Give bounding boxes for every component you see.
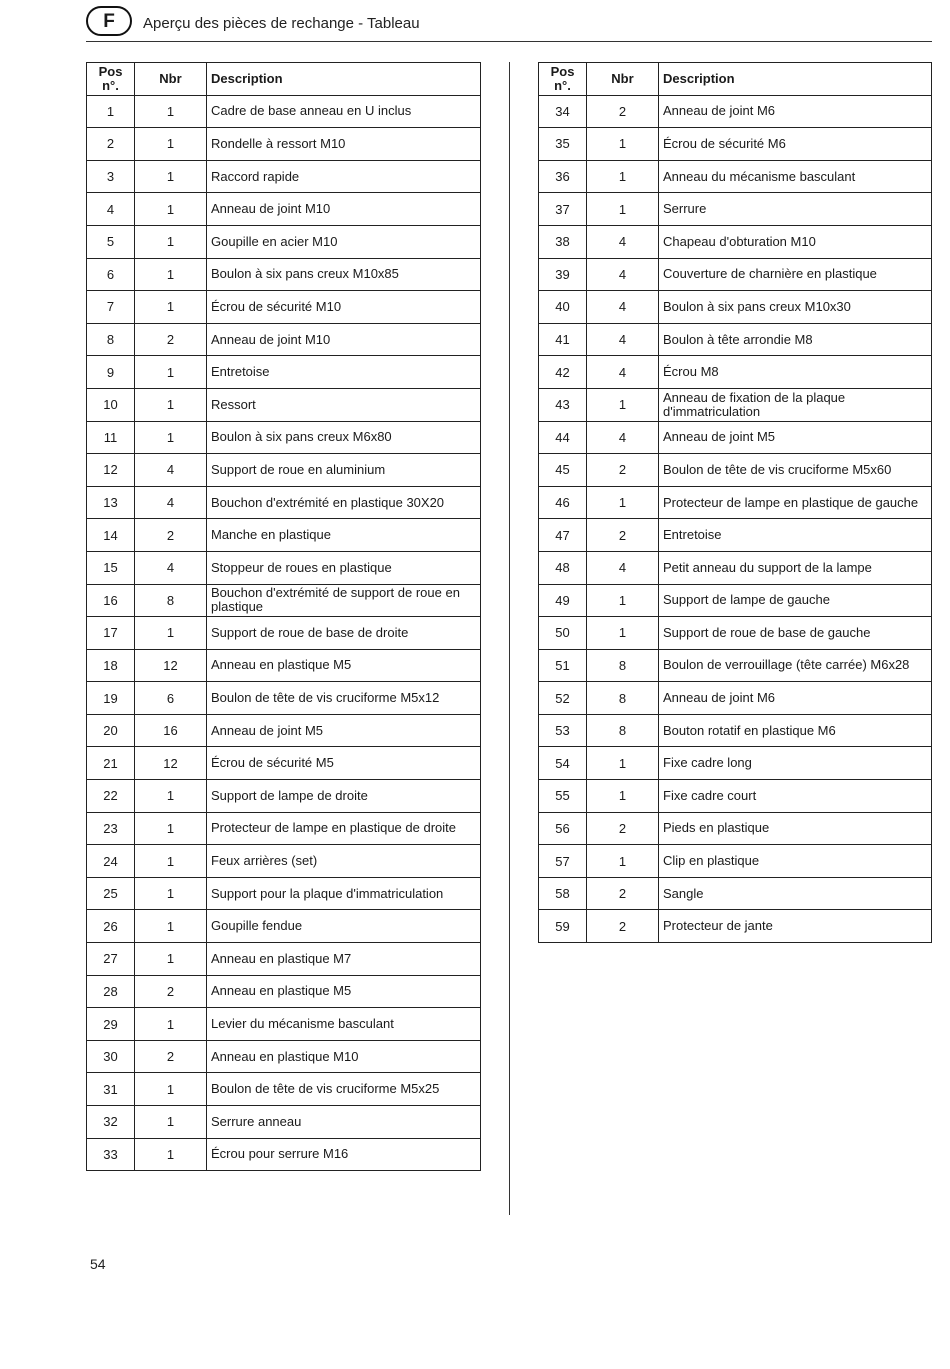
pos-cell: 51: [539, 649, 587, 682]
nbr-cell: 2: [587, 95, 659, 128]
description-cell: Anneau en plastique M10: [207, 1040, 481, 1073]
table-row: [539, 584, 932, 617]
table-row: [539, 486, 932, 519]
table-row: [87, 812, 481, 845]
description-cell: Feux arrières (set): [207, 845, 481, 878]
page-header: [86, 6, 932, 42]
nbr-cell: 4: [587, 356, 659, 389]
pos-cell: 4: [87, 193, 135, 226]
nbr-cell: 1: [135, 388, 207, 421]
header-divider: [86, 41, 932, 42]
pos-cell: 10: [87, 388, 135, 421]
nbr-cell: 1: [135, 193, 207, 226]
description-cell: Sangle: [659, 877, 932, 910]
description-cell: Serrure anneau: [207, 1106, 481, 1139]
description-cell: Boulon de verrouillage (tête carrée) M6x28: [659, 649, 932, 682]
description-cell: Cadre de base anneau en U inclus: [207, 95, 481, 128]
table-row: [539, 551, 932, 584]
pos-cell: 19: [87, 682, 135, 715]
description-cell: Anneau de joint M10: [207, 323, 481, 356]
table-row: [87, 1106, 481, 1139]
nbr-cell: 8: [587, 682, 659, 715]
pos-cell: 23: [87, 812, 135, 845]
description-cell: Clip en plastique: [659, 845, 932, 878]
nbr-cell: 1: [135, 812, 207, 845]
table-row: [539, 519, 932, 552]
nbr-cell: 1: [587, 845, 659, 878]
nbr-cell: 1: [135, 943, 207, 976]
table-row: [87, 877, 481, 910]
table-row: [87, 421, 481, 454]
table-row: [539, 225, 932, 258]
nbr-cell: 1: [587, 160, 659, 193]
description-cell: Rondelle à ressort M10: [207, 128, 481, 161]
table-row: [539, 682, 932, 715]
page-title: Aperçu des pièces de rechange - Tableau: [143, 15, 420, 32]
description-cell: Anneau de joint M5: [207, 714, 481, 747]
description-cell: Fixe cadre long: [659, 747, 932, 780]
description-cell: Anneau de joint M6: [659, 95, 932, 128]
table-row: [87, 95, 481, 128]
table-row: [87, 584, 481, 617]
nbr-cell: 1: [587, 780, 659, 813]
description-cell: Protecteur de lampe en plastique de droite: [207, 812, 481, 845]
description-cell: Anneau en plastique M7: [207, 943, 481, 976]
table-row: [87, 617, 481, 650]
table-row: [87, 551, 481, 584]
pos-cell: 21: [87, 747, 135, 780]
description-cell: Boulon à six pans creux M6x80: [207, 421, 481, 454]
nbr-cell: 1: [135, 780, 207, 813]
nbr-cell: 1: [135, 1138, 207, 1171]
nbr-cell: 1: [135, 128, 207, 161]
pos-cell: 43: [539, 388, 587, 421]
table-row: [87, 128, 481, 161]
description-cell: Couverture de charnière en plastique: [659, 258, 932, 291]
pos-cell: 3: [87, 160, 135, 193]
description-cell: Boulon à tête arrondie M8: [659, 323, 932, 356]
description-cell: Ressort: [207, 388, 481, 421]
description-cell: Chapeau d'obturation M10: [659, 225, 932, 258]
table-header-row: [87, 63, 481, 96]
table-row: [87, 258, 481, 291]
nbr-cell: 6: [135, 682, 207, 715]
nbr-cell: 1: [135, 1073, 207, 1106]
description-cell: Anneau de joint M10: [207, 193, 481, 226]
header-pos: Pos n°.: [87, 63, 135, 96]
description-cell: Boulon de tête de vis cruciforme M5x60: [659, 454, 932, 487]
nbr-cell: 16: [135, 714, 207, 747]
table-row: [87, 291, 481, 324]
nbr-cell: 1: [587, 617, 659, 650]
table-row: [87, 1008, 481, 1041]
description-cell: Support de roue de base de droite: [207, 617, 481, 650]
nbr-cell: 1: [135, 421, 207, 454]
description-cell: Écrou pour serrure M16: [207, 1138, 481, 1171]
table-row: [87, 975, 481, 1008]
description-cell: Bouchon d'extrémité de support de roue en plastique: [207, 584, 481, 617]
nbr-cell: 4: [587, 225, 659, 258]
pos-cell: 26: [87, 910, 135, 943]
table-row: [87, 845, 481, 878]
pos-cell: 1: [87, 95, 135, 128]
pos-cell: 52: [539, 682, 587, 715]
nbr-cell: 1: [135, 291, 207, 324]
pos-cell: 57: [539, 845, 587, 878]
table-row: [539, 356, 932, 389]
pos-cell: 9: [87, 356, 135, 389]
table-row: [539, 95, 932, 128]
pos-cell: 25: [87, 877, 135, 910]
nbr-cell: 1: [587, 388, 659, 421]
table-row: [87, 454, 481, 487]
description-cell: Bouton rotatif en plastique M6: [659, 714, 932, 747]
pos-cell: 48: [539, 551, 587, 584]
table-row: [539, 388, 932, 421]
table-row: [539, 454, 932, 487]
parts-table-left-body: [87, 95, 481, 1171]
pos-cell: 20: [87, 714, 135, 747]
nbr-cell: 4: [587, 551, 659, 584]
table-row: [539, 291, 932, 324]
table-row: [87, 486, 481, 519]
nbr-cell: 1: [135, 1106, 207, 1139]
table-row: [539, 160, 932, 193]
nbr-cell: 1: [135, 356, 207, 389]
pos-cell: 33: [87, 1138, 135, 1171]
table-row: [539, 128, 932, 161]
description-cell: Raccord rapide: [207, 160, 481, 193]
pos-cell: 56: [539, 812, 587, 845]
table-row: [539, 258, 932, 291]
pos-cell: 30: [87, 1040, 135, 1073]
description-cell: Stoppeur de roues en plastique: [207, 551, 481, 584]
nbr-cell: 2: [587, 454, 659, 487]
nbr-cell: 1: [135, 225, 207, 258]
table-row: [87, 160, 481, 193]
table-row: [539, 193, 932, 226]
pos-cell: 15: [87, 551, 135, 584]
table-row: [539, 747, 932, 780]
pos-cell: 8: [87, 323, 135, 356]
pos-cell: 12: [87, 454, 135, 487]
pos-cell: 58: [539, 877, 587, 910]
nbr-cell: 2: [587, 519, 659, 552]
description-cell: Petit anneau du support de la lampe: [659, 551, 932, 584]
description-cell: Support de roue de base de gauche: [659, 617, 932, 650]
pos-cell: 47: [539, 519, 587, 552]
nbr-cell: 4: [135, 454, 207, 487]
table-row: [87, 780, 481, 813]
page-number: 54: [90, 1256, 106, 1272]
description-cell: Levier du mécanisme basculant: [207, 1008, 481, 1041]
nbr-cell: 12: [135, 649, 207, 682]
table-row: [539, 780, 932, 813]
nbr-cell: 12: [135, 747, 207, 780]
table-row: [539, 714, 932, 747]
table-row: [87, 519, 481, 552]
pos-cell: 44: [539, 421, 587, 454]
description-cell: Boulon de tête de vis cruciforme M5x25: [207, 1073, 481, 1106]
nbr-cell: 2: [587, 910, 659, 943]
table-row: [87, 388, 481, 421]
nbr-cell: 4: [587, 323, 659, 356]
pos-cell: 39: [539, 258, 587, 291]
table-row: [87, 1073, 481, 1106]
table-row: [87, 649, 481, 682]
description-cell: Boulon de tête de vis cruciforme M5x12: [207, 682, 481, 715]
pos-cell: 41: [539, 323, 587, 356]
nbr-cell: 8: [587, 714, 659, 747]
description-cell: Support de lampe de gauche: [659, 584, 932, 617]
description-cell: Support de roue en aluminium: [207, 454, 481, 487]
pos-cell: 6: [87, 258, 135, 291]
pos-cell: 45: [539, 454, 587, 487]
pos-cell: 50: [539, 617, 587, 650]
description-cell: Goupille en acier M10: [207, 225, 481, 258]
pos-cell: 55: [539, 780, 587, 813]
nbr-cell: 1: [587, 747, 659, 780]
pos-cell: 49: [539, 584, 587, 617]
pos-cell: 54: [539, 747, 587, 780]
description-cell: Manche en plastique: [207, 519, 481, 552]
description-cell: Anneau en plastique M5: [207, 649, 481, 682]
pos-cell: 22: [87, 780, 135, 813]
table-row: [87, 1040, 481, 1073]
table-row: [539, 910, 932, 943]
description-cell: Boulon à six pans creux M10x85: [207, 258, 481, 291]
nbr-cell: 1: [587, 584, 659, 617]
table-row: [539, 812, 932, 845]
pos-cell: 29: [87, 1008, 135, 1041]
language-badge: F: [86, 6, 132, 36]
description-cell: Anneau en plastique M5: [207, 975, 481, 1008]
nbr-cell: 1: [587, 193, 659, 226]
header-description: Description: [207, 63, 481, 96]
description-cell: Serrure: [659, 193, 932, 226]
nbr-cell: 4: [587, 291, 659, 324]
pos-cell: 5: [87, 225, 135, 258]
nbr-cell: 4: [587, 421, 659, 454]
table-row: [539, 617, 932, 650]
nbr-cell: 1: [135, 877, 207, 910]
table-row: [87, 714, 481, 747]
description-cell: Anneau de joint M6: [659, 682, 932, 715]
description-cell: Support de lampe de droite: [207, 780, 481, 813]
description-cell: Écrou de sécurité M10: [207, 291, 481, 324]
nbr-cell: 4: [587, 258, 659, 291]
description-cell: Écrou M8: [659, 356, 932, 389]
table-row: [87, 356, 481, 389]
table-row: [87, 225, 481, 258]
parts-table-right: [538, 62, 932, 943]
pos-cell: 53: [539, 714, 587, 747]
header-nbr: Nbr: [135, 63, 207, 96]
pos-cell: 38: [539, 225, 587, 258]
header-description: Description: [659, 63, 932, 96]
nbr-cell: 2: [135, 519, 207, 552]
nbr-cell: 2: [135, 1040, 207, 1073]
nbr-cell: 2: [135, 323, 207, 356]
nbr-cell: 4: [135, 486, 207, 519]
table-row: [87, 323, 481, 356]
pos-cell: 34: [539, 95, 587, 128]
pos-cell: 32: [87, 1106, 135, 1139]
pos-cell: 42: [539, 356, 587, 389]
pos-cell: 17: [87, 617, 135, 650]
nbr-cell: 1: [587, 128, 659, 161]
nbr-cell: 1: [135, 95, 207, 128]
nbr-cell: 1: [587, 486, 659, 519]
table-row: [539, 845, 932, 878]
description-cell: Boulon à six pans creux M10x30: [659, 291, 932, 324]
table-row: [539, 323, 932, 356]
description-cell: Entretoise: [659, 519, 932, 552]
nbr-cell: 8: [135, 584, 207, 617]
nbr-cell: 4: [135, 551, 207, 584]
pos-cell: 46: [539, 486, 587, 519]
nbr-cell: 2: [587, 812, 659, 845]
nbr-cell: 2: [135, 975, 207, 1008]
column-divider: [509, 62, 510, 1215]
pos-cell: 59: [539, 910, 587, 943]
table-row: [539, 649, 932, 682]
description-cell: Protecteur de jante: [659, 910, 932, 943]
description-cell: Anneau du mécanisme basculant: [659, 160, 932, 193]
description-cell: Écrou de sécurité M5: [207, 747, 481, 780]
table-row: [539, 877, 932, 910]
description-cell: Anneau de joint M5: [659, 421, 932, 454]
pos-cell: 24: [87, 845, 135, 878]
nbr-cell: 1: [135, 617, 207, 650]
pos-cell: 18: [87, 649, 135, 682]
nbr-cell: 1: [135, 258, 207, 291]
table-row: [87, 682, 481, 715]
description-cell: Écrou de sécurité M6: [659, 128, 932, 161]
description-cell: Fixe cadre court: [659, 780, 932, 813]
pos-cell: 16: [87, 584, 135, 617]
table-row: [87, 943, 481, 976]
pos-cell: 40: [539, 291, 587, 324]
description-cell: Pieds en plastique: [659, 812, 932, 845]
nbr-cell: 1: [135, 910, 207, 943]
parts-table-right-body: [539, 95, 932, 942]
pos-cell: 27: [87, 943, 135, 976]
pos-cell: 2: [87, 128, 135, 161]
pos-cell: 13: [87, 486, 135, 519]
header-nbr: Nbr: [587, 63, 659, 96]
table-header-row: [539, 63, 932, 96]
description-cell: Anneau de fixation de la plaque d'immatriculation: [659, 388, 932, 421]
nbr-cell: 1: [135, 160, 207, 193]
nbr-cell: 8: [587, 649, 659, 682]
table-row: [87, 193, 481, 226]
pos-cell: 28: [87, 975, 135, 1008]
pos-cell: 36: [539, 160, 587, 193]
description-cell: Entretoise: [207, 356, 481, 389]
header-pos: Pos n°.: [539, 63, 587, 96]
nbr-cell: 2: [587, 877, 659, 910]
description-cell: Support pour la plaque d'immatriculation: [207, 877, 481, 910]
table-row: [87, 1138, 481, 1171]
nbr-cell: 1: [135, 845, 207, 878]
nbr-cell: 1: [135, 1008, 207, 1041]
pos-cell: 31: [87, 1073, 135, 1106]
pos-cell: 7: [87, 291, 135, 324]
pos-cell: 11: [87, 421, 135, 454]
table-row: [87, 747, 481, 780]
table-row: [87, 910, 481, 943]
pos-cell: 37: [539, 193, 587, 226]
description-cell: Goupille fendue: [207, 910, 481, 943]
description-cell: Bouchon d'extrémité en plastique 30X20: [207, 486, 481, 519]
description-cell: Protecteur de lampe en plastique de gauche: [659, 486, 932, 519]
pos-cell: 14: [87, 519, 135, 552]
table-row: [539, 421, 932, 454]
parts-table-left: [86, 62, 481, 1171]
pos-cell: 35: [539, 128, 587, 161]
